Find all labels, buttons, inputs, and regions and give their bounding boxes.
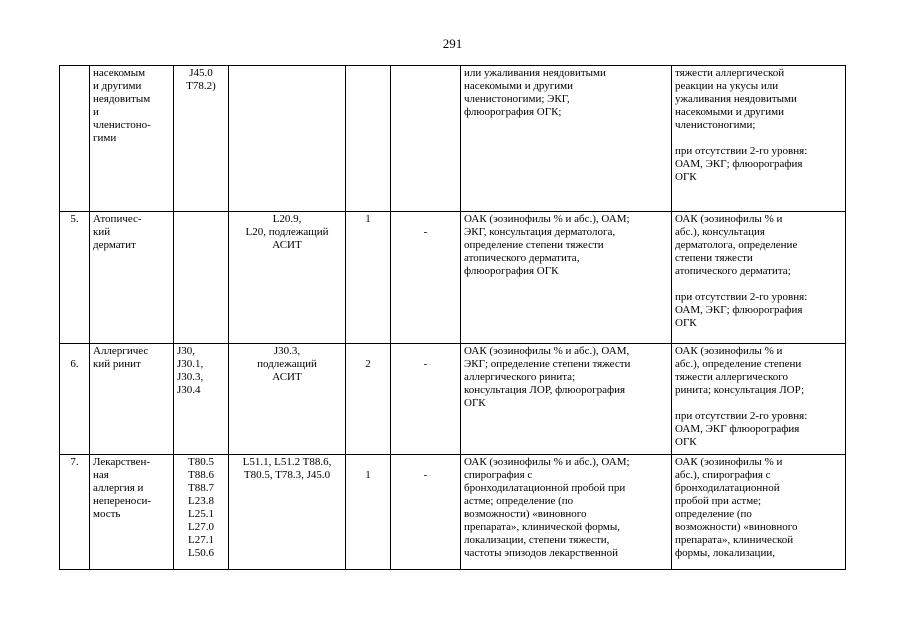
document-table	[59, 65, 846, 570]
treatment-codes: L20.9, L20, подлежащий АСИТ	[229, 212, 346, 344]
table-row	[60, 344, 846, 455]
dash-cell: -	[391, 344, 461, 455]
examinations-alt: ОАК (эозинофилы % и абс.), спирография с бронходилатационной пробой при астме; определение (по возможности) «виновного препарата», клинической формы, локализации,	[672, 455, 846, 570]
examinations-alt: ОАК (эозинофилы % и абс.), определение степени тяжести аллергического ринита; консультация ЛОР; при отсутствии 2-го уровня: ОАМ, ЭКГ флюорография ОГК	[672, 344, 846, 455]
page-number: 291	[442, 36, 463, 51]
disease-name: Аллергичес кий ринит	[90, 344, 174, 455]
table-row	[60, 455, 846, 570]
care-level: 2	[346, 344, 391, 455]
icd-codes: T80.5 T88.6 T88.7 L23.8 L25.1 L27.0 L27.1 L50.6	[174, 455, 229, 570]
examinations: ОАК (эозинофилы % и абс.), ОАМ, ЭКГ; определение степени тяжести аллергического ринита; консультация ЛОР, флюорография ОГК	[461, 344, 672, 455]
row-number: 7.	[60, 455, 90, 570]
icd-codes: J30, J30.1, J30.3, J30.4	[174, 344, 229, 455]
disease-name: Атопичес- кий дерматит	[90, 212, 174, 344]
dash-cell	[391, 66, 461, 212]
icd-codes	[174, 212, 229, 344]
disease-name: Лекарствен- ная аллергия и непереноси- мость	[90, 455, 174, 570]
table-row	[60, 212, 846, 344]
examinations: ОАК (эозинофилы % и абс.), ОАМ; спирография с бронходилатационной пробой при астме; определение (по возможности) «виновного препарата», клинической формы, локализации, степени тяжести, частоты эпизодов лекарственной	[461, 455, 672, 570]
examinations: или ужаливания неядовитыми насекомыми и другими членистоногими; ЭКГ, флюорография ОГК;	[461, 66, 672, 212]
care-level: 1	[346, 455, 391, 570]
dash-cell: -	[391, 455, 461, 570]
care-level	[346, 66, 391, 212]
examinations-alt: ОАК (эозинофилы % и абс.), консультация дерматолога, определение степени тяжести атопического дерматита; при отсутствии 2-го уровня: ОАМ, ЭКГ; флюорография ОГК	[672, 212, 846, 344]
row-number: 6.	[60, 344, 90, 455]
treatment-codes: J30.3, подлежащий АСИТ	[229, 344, 346, 455]
row-number	[60, 66, 90, 212]
row-number: 5.	[60, 212, 90, 344]
table-row	[60, 66, 846, 212]
treatment-codes	[229, 66, 346, 212]
treatment-codes: L51.1, L51.2 T88.6, T80.5, T78.3, J45.0	[229, 455, 346, 570]
icd-codes: J45.0 T78.2)	[174, 66, 229, 212]
disease-name: насекомым и другими неядовитым и членистоно- гими	[90, 66, 174, 212]
care-level: 1	[346, 212, 391, 344]
examinations-alt: тяжести аллергической реакции на укусы или ужаливания неядовитыми насекомыми и другими членистоногими; при отсутствии 2-го уровня: ОАМ, ЭКГ; флюорография ОГК	[672, 66, 846, 212]
dash-cell: -	[391, 212, 461, 344]
examinations: ОАК (эозинофилы % и абс.), ОАМ; ЭКГ, консультация дерматолога, определение степени тяжести атопического дерматита, флюорография ОГК	[461, 212, 672, 344]
